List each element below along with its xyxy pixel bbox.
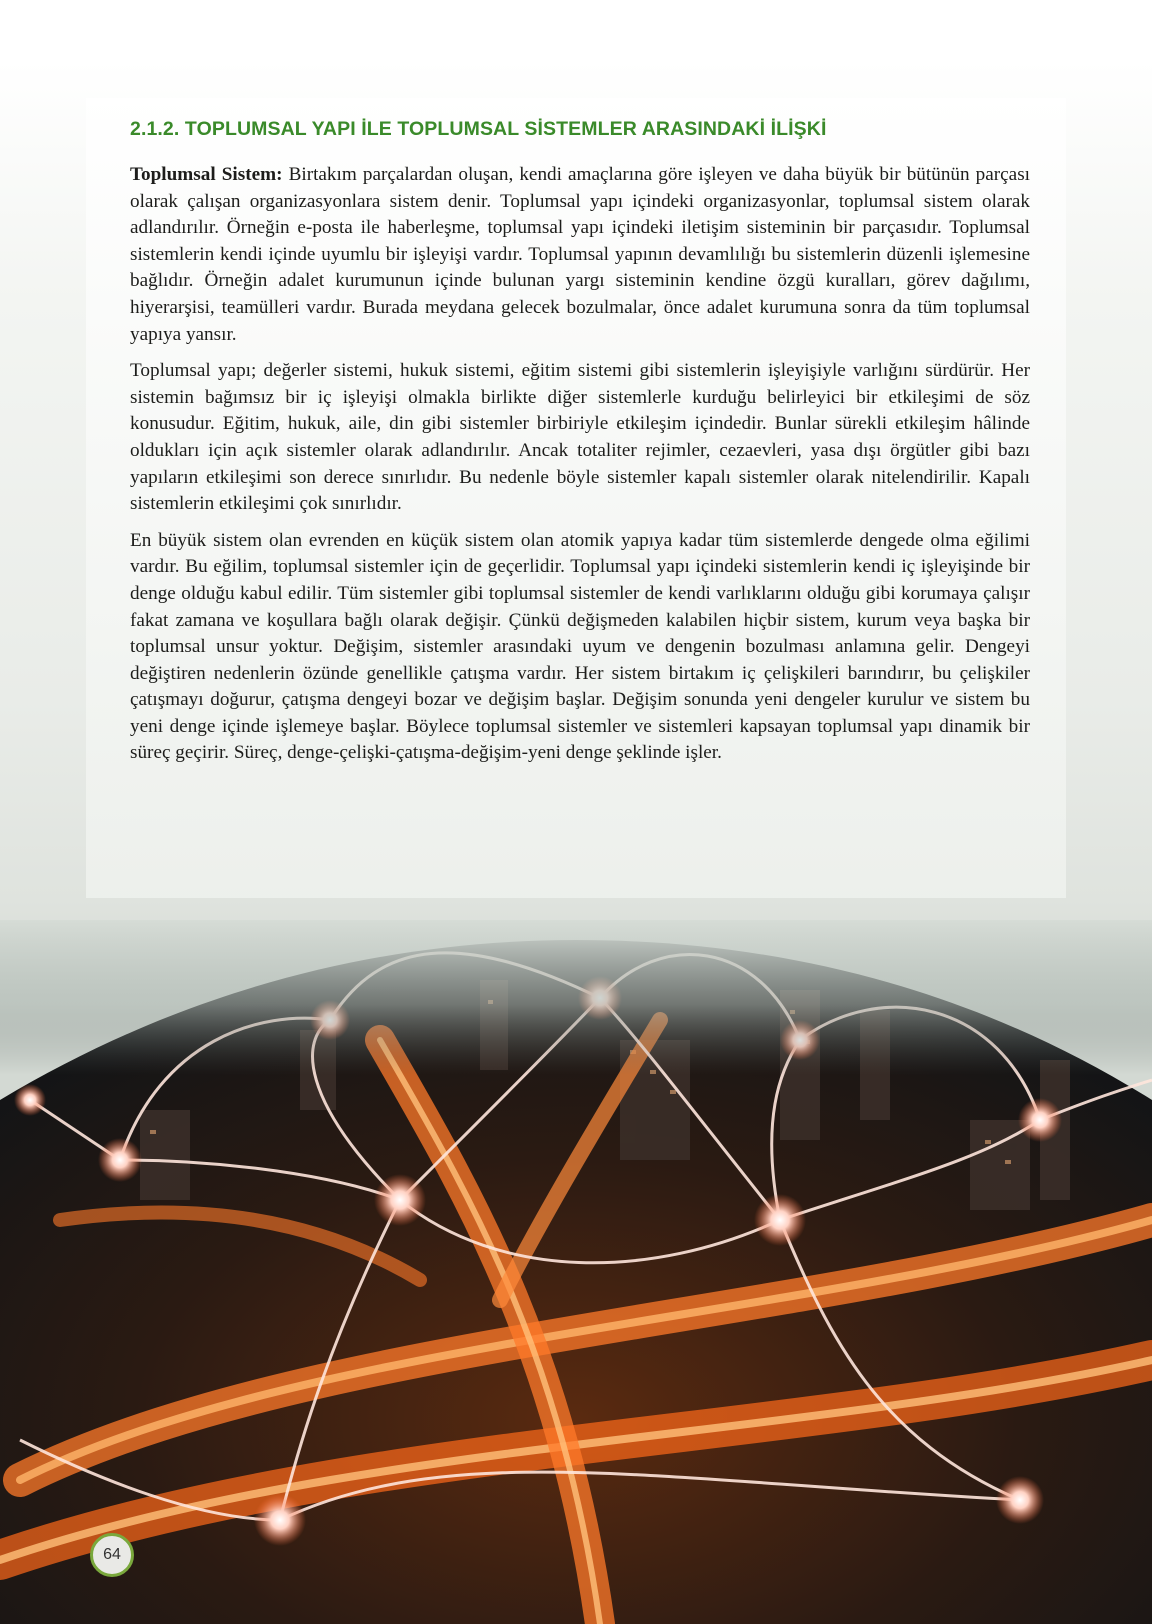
paragraph-1: [130, 162, 1030, 348]
section-heading: 2.1.2. TOPLUMSAL YAPI İLE TOPLUMSAL SİSTEMLER ARASINDAKİ İLİŞKİ: [130, 118, 827, 140]
body-text: [130, 162, 1030, 777]
city-network-photo: [0, 920, 1152, 1624]
paragraph-2: Toplumsal yapı; değerler sistemi, hukuk sistemi, eğitim sistemi gibi sistemlerin işleyişiyle varlığını sürdürür. Her sistemin bağımsız bir iç işleyişi olmakla birlikte diğer sistemlerle kurduğu belirleyici bir etkileşimi de söz konusudur. Eğitim, hukuk, aile, din gibi sistemler birbiriyle etkileşim içindedir. Bunlar sürekli etkileşim hâlinde oldukları için açık sistemler olarak adlandırılır. Ancak totaliter rejimler, cezaevleri, yasa dışı örgütler gibi bazı yapıların etkileşimi son derece sınırlıdır. Bu nedenle böyle sistemler kapalı sistemler olarak nitelendirilir. Kapalı sistemlerin etkileşimi çok sınırlıdır.: [130, 360, 1030, 515]
term-label: Toplumsal Sistem:: [130, 164, 283, 185]
page-number: 64: [90, 1533, 134, 1577]
paragraph-text: Birtakım parçalardan oluşan, kendi amaçlarına göre işleyen ve daha büyük bir bütünün parçası olarak çalışan organizasyonlara sistem denir. Toplumsal yapı içindeki organizasyonlar, toplumsal sistem olarak adlandırılır. Örneğin e-posta ile haberleşme, toplumsal yapı içindeki iletişim sisteminin bir parçasıdır. Toplumsal sistemlerin kendi içinde uyumlu bir işleyişi vardır. Toplumsal yapının devamlılığı bu sistemlerin düzenli işlemesine bağlıdır. Örneğin adalet kurumunun içinde bulunan yargı sisteminin kendine özgü kuralları, görev dağılımı, hiyerarşisi, teamülleri vardır. Burada meydana gelecek bozulmalar, önce adalet kurumuna sonra da tüm toplumsal yapıya yansır.: [130, 164, 1030, 345]
paragraph-3: En büyük sistem olan evrenden en küçük sistem olan atomik yapıya kadar tüm sistemlerde dengede olma eğilimi vardır. Bu eğilim, toplumsal sistemler için de geçerlidir. Toplumsal yapı içindeki sistemlerin kendi iç işleyişinde bir denge olduğu kabul edilir. Tüm sistemler gibi toplumsal sistemler de kendi varlıklarını olduğu gibi korumaya çalışır fakat zamana ve koşullara bağlı olarak değişir. Çünkü değişmeden kalabilen hiçbir sistem, kurum veya başka bir toplumsal unsur yoktur. Değişim, sistemler arasındaki uyum ve dengenin bozulması anlamına gelir. Dengeyi değiştiren nedenlerin özünde genellikle çatışma vardır. Her sistem birtakım iç çelişkileri barındırır, bu çelişkiler çatışmayı doğurur, çatışma dengeyi bozar ve değişim başlar. Değişim sonunda yeni dengeler kurulur ve sistem bu yeni denge içinde işlemeye başlar. Böylece toplumsal sistemler ve sistemleri kapsayan toplumsal yapı dinamik bir süreç geçirir. Süreç, denge-çelişki-çatışma-değişim-yeni denge şeklinde işler.: [130, 529, 1030, 764]
